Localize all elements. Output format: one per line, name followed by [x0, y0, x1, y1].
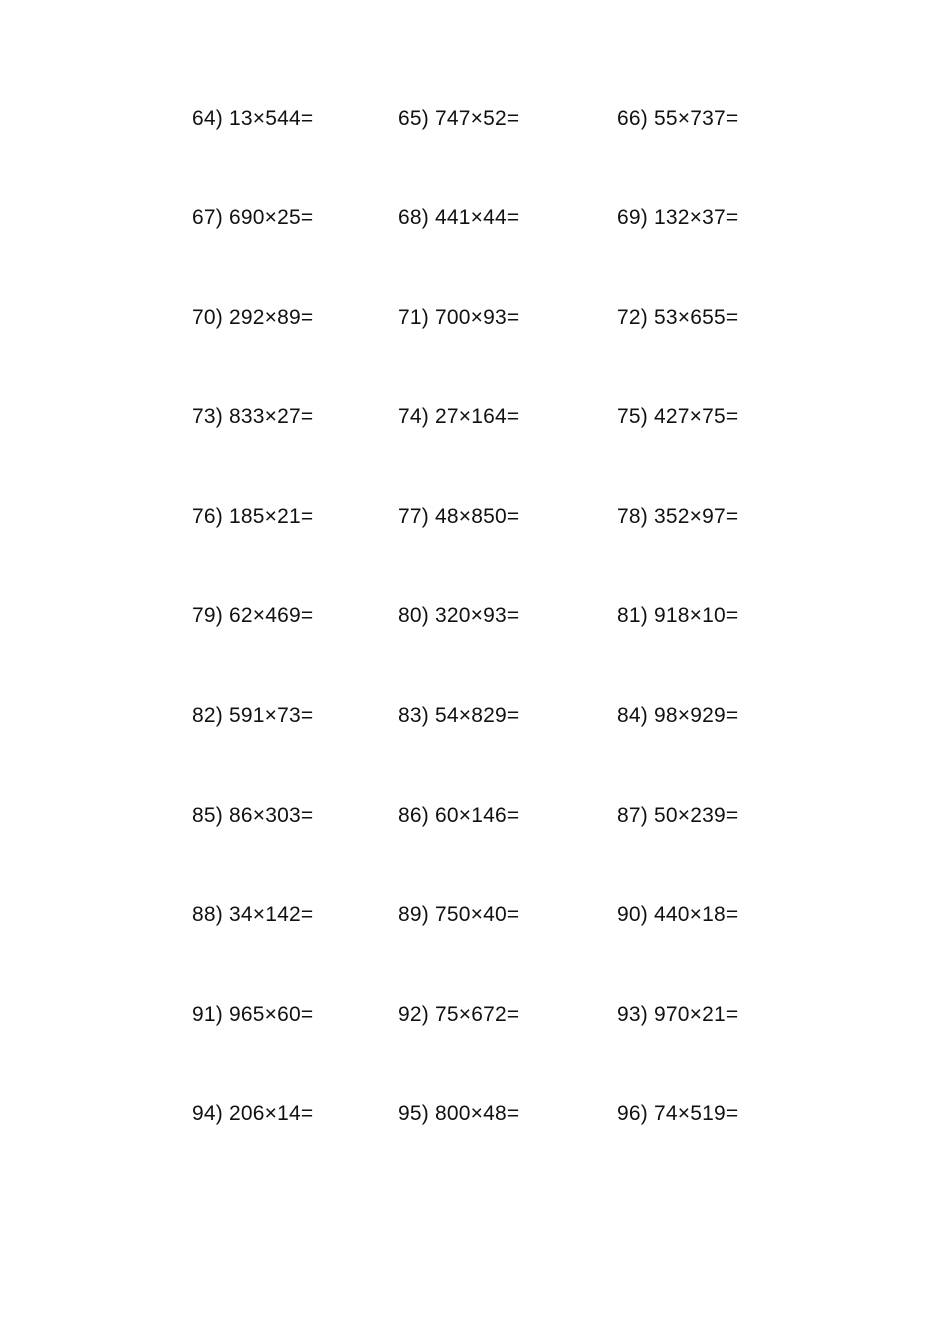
problem-row	[0, 995, 950, 1035]
problem-68: 68) 441×44=	[398, 206, 520, 229]
problem-89: 89) 750×40=	[398, 903, 520, 926]
problem-85: 85) 86×303=	[192, 804, 314, 827]
problem-87: 87) 50×239=	[617, 804, 739, 827]
problem-76: 76) 185×21=	[192, 505, 314, 528]
problem-row	[0, 99, 950, 139]
problem-row	[0, 796, 950, 836]
problem-95: 95) 800×48=	[398, 1102, 520, 1125]
problem-66: 66) 55×737=	[617, 107, 739, 130]
problem-67: 67) 690×25=	[192, 206, 314, 229]
problem-78: 78) 352×97=	[617, 505, 739, 528]
problem-92: 92) 75×672=	[398, 1003, 520, 1026]
problem-65: 65) 747×52=	[398, 107, 520, 130]
problem-row	[0, 198, 950, 238]
problem-75: 75) 427×75=	[617, 405, 739, 428]
problem-86: 86) 60×146=	[398, 804, 520, 827]
problem-row	[0, 497, 950, 537]
problem-row	[0, 596, 950, 636]
problem-84: 84) 98×929=	[617, 704, 739, 727]
problem-row	[0, 298, 950, 338]
problem-80: 80) 320×93=	[398, 604, 520, 627]
problem-79: 79) 62×469=	[192, 604, 314, 627]
problem-90: 90) 440×18=	[617, 903, 739, 926]
problem-row	[0, 696, 950, 736]
problem-row	[0, 1094, 950, 1134]
problem-77: 77) 48×850=	[398, 505, 520, 528]
problem-96: 96) 74×519=	[617, 1102, 739, 1125]
problem-69: 69) 132×37=	[617, 206, 739, 229]
problem-83: 83) 54×829=	[398, 704, 520, 727]
problem-94: 94) 206×14=	[192, 1102, 314, 1125]
problem-82: 82) 591×73=	[192, 704, 314, 727]
problem-88: 88) 34×142=	[192, 903, 314, 926]
problem-72: 72) 53×655=	[617, 306, 739, 329]
problem-91: 91) 965×60=	[192, 1003, 314, 1026]
problem-row	[0, 895, 950, 935]
problem-row	[0, 397, 950, 437]
problem-70: 70) 292×89=	[192, 306, 314, 329]
problem-81: 81) 918×10=	[617, 604, 739, 627]
problem-71: 71) 700×93=	[398, 306, 520, 329]
problem-93: 93) 970×21=	[617, 1003, 739, 1026]
problem-74: 74) 27×164=	[398, 405, 520, 428]
problem-73: 73) 833×27=	[192, 405, 314, 428]
problem-64: 64) 13×544=	[192, 107, 314, 130]
